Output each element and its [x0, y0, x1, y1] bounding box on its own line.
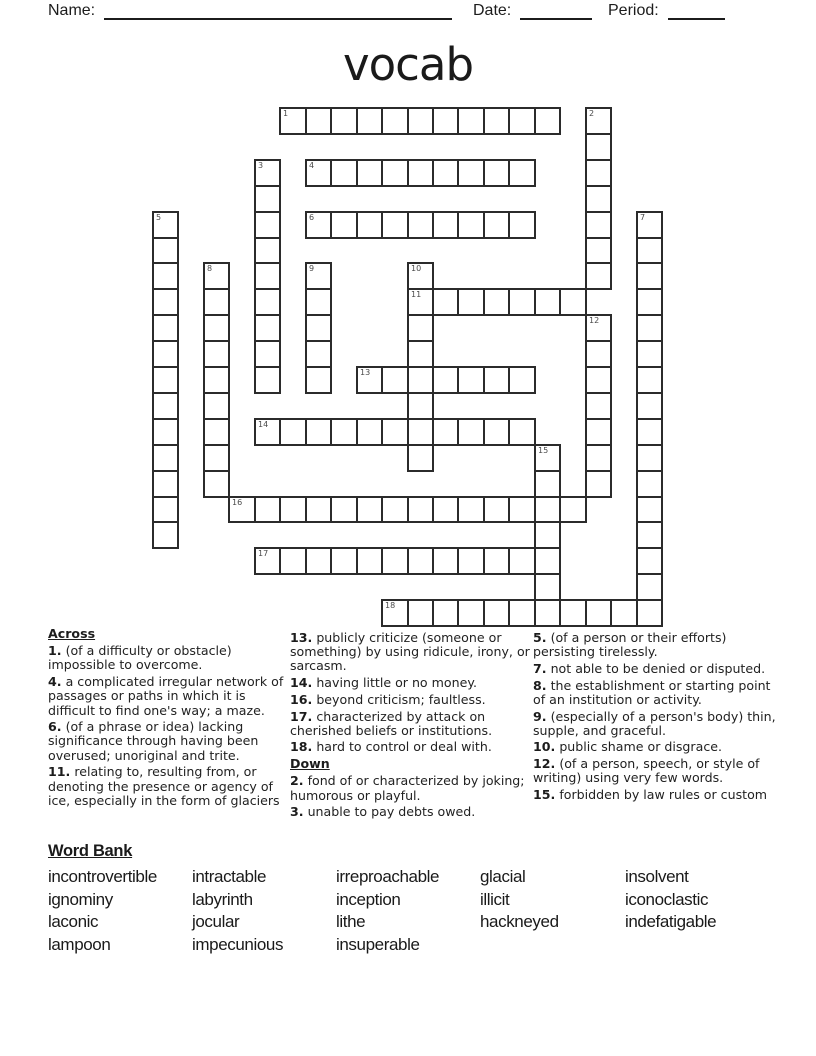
cell-number: 17 — [258, 549, 269, 558]
grid-cell[interactable] — [534, 444, 561, 472]
clue-number: 13. — [290, 630, 313, 645]
grid-cell[interactable] — [432, 599, 459, 627]
grid-cell[interactable] — [636, 573, 663, 601]
name-field-group — [48, 2, 452, 20]
grid-cell[interactable] — [407, 547, 434, 575]
grid-cell[interactable] — [432, 211, 459, 239]
grid-cell[interactable] — [254, 159, 281, 187]
grid-cell[interactable] — [534, 599, 561, 627]
grid-cell[interactable] — [356, 547, 383, 575]
grid-cell[interactable] — [483, 547, 510, 575]
clue-number: 1. — [48, 643, 62, 659]
word-bank-item: hackneyed — [480, 912, 559, 932]
grid-cell[interactable] — [305, 366, 332, 394]
grid-cell[interactable] — [305, 547, 332, 575]
grid-cell[interactable] — [457, 366, 485, 394]
grid-cell[interactable] — [381, 496, 409, 523]
grid-cell[interactable] — [152, 444, 179, 472]
clue-number: 16. — [290, 691, 313, 707]
grid-cell[interactable] — [152, 496, 179, 523]
grid-cell[interactable] — [457, 288, 485, 316]
grid-cell[interactable] — [330, 547, 358, 575]
grid-cell[interactable] — [254, 340, 281, 368]
grid-cell[interactable] — [279, 496, 307, 523]
grid-cell[interactable] — [330, 418, 358, 446]
grid-cell[interactable] — [203, 444, 230, 472]
grid-cell[interactable] — [381, 366, 409, 394]
down-heading: Down — [290, 756, 330, 772]
grid-cell[interactable] — [636, 366, 663, 394]
grid-cell[interactable] — [636, 392, 663, 420]
word-bank-item: lithe — [336, 912, 366, 932]
grid-cell[interactable] — [457, 211, 485, 239]
word-bank-item: illicit — [480, 889, 510, 909]
grid-cell[interactable] — [152, 237, 179, 264]
grid-cell[interactable] — [254, 418, 281, 446]
grid-cell[interactable] — [330, 107, 358, 135]
grid-cell[interactable] — [203, 288, 230, 316]
grid-cell[interactable] — [508, 496, 536, 523]
grid-cell[interactable] — [636, 444, 663, 472]
grid-cell[interactable] — [432, 366, 459, 394]
grid-cell[interactable] — [636, 211, 663, 239]
grid-cell[interactable] — [585, 185, 612, 213]
clue-across-6: 6. (of a phrase or idea) lacking significance through having been overused; unoriginal and trite. — [48, 719, 259, 763]
word-bank-item: impecunious — [192, 934, 284, 954]
grid-cell[interactable] — [585, 599, 612, 627]
grid-cell[interactable] — [636, 418, 663, 446]
grid-cell[interactable] — [279, 547, 307, 575]
grid-cell[interactable] — [152, 262, 179, 290]
grid-cell[interactable] — [534, 521, 561, 549]
grid-cell[interactable] — [254, 211, 281, 239]
grid-cell[interactable] — [305, 340, 332, 368]
grid-cell[interactable] — [407, 496, 434, 523]
word-bank-item: labyrinth — [192, 889, 253, 909]
grid-cell[interactable] — [636, 262, 663, 290]
grid-cell[interactable] — [381, 547, 409, 575]
grid-cell[interactable] — [254, 496, 281, 523]
grid-cell[interactable] — [152, 288, 179, 316]
grid-cell[interactable] — [534, 470, 561, 498]
cell-number: 2 — [589, 109, 595, 118]
grid-cell[interactable] — [534, 496, 561, 523]
grid-cell[interactable] — [585, 470, 612, 498]
grid-cell[interactable] — [305, 496, 332, 523]
clue-across-14: 14. having little or no money. — [290, 675, 478, 691]
word-bank-item: iconoclastic — [625, 889, 709, 909]
grid-cell[interactable] — [356, 159, 383, 187]
grid-cell[interactable] — [152, 314, 179, 342]
grid-cell[interactable] — [483, 159, 510, 187]
clue-number: 5. — [533, 630, 547, 645]
period-label: Period: — [608, 2, 659, 19]
grid-cell[interactable] — [254, 366, 281, 394]
clue-number: 9. — [533, 708, 547, 724]
word-bank-item: lampoon — [48, 934, 111, 954]
cell-number: 1 — [283, 109, 289, 118]
grid-cell[interactable] — [585, 211, 612, 239]
grid-cell[interactable] — [457, 107, 485, 135]
clue-down-12: 12. (of a person, speech, or style of writing) using very few words. — [533, 756, 760, 786]
grid-cell[interactable] — [508, 211, 536, 239]
grid-cell[interactable] — [381, 418, 409, 446]
grid-cell[interactable] — [585, 314, 612, 342]
grid-cell[interactable] — [381, 107, 409, 135]
grid-cell[interactable] — [610, 599, 638, 627]
cell-number: 8 — [207, 264, 213, 273]
grid-cell[interactable] — [457, 418, 485, 446]
grid-cell[interactable] — [152, 521, 179, 549]
grid-cell[interactable] — [636, 496, 663, 523]
clue-number: 7. — [533, 660, 547, 676]
cell-number: 5 — [156, 213, 162, 222]
grid-cell[interactable] — [585, 340, 612, 368]
grid-cell[interactable] — [585, 262, 612, 290]
grid-cell[interactable] — [508, 547, 536, 575]
clue-number: 8. — [533, 677, 547, 693]
grid-cell[interactable] — [585, 444, 612, 472]
grid-cell[interactable] — [330, 496, 358, 523]
grid-cell[interactable] — [152, 418, 179, 446]
grid-cell[interactable] — [228, 496, 256, 523]
word-bank-item: indefatigable — [625, 912, 717, 932]
word-bank-heading: Word Bank — [48, 842, 133, 860]
grid-cell[interactable] — [305, 288, 332, 316]
clue-number: 2. — [290, 773, 304, 789]
grid-cell[interactable] — [636, 470, 663, 498]
period-field-group — [608, 2, 725, 20]
clue-across-1: 1. (of a difficulty or obstacle) impossible to overcome. — [48, 643, 232, 673]
cell-number: 4 — [309, 161, 315, 170]
clue-across-13: 13. publicly criticize (someone or something) by using ridicule, irony, or sarcasm. — [290, 630, 530, 674]
grid-cell[interactable] — [203, 340, 230, 368]
grid-cell[interactable] — [407, 211, 434, 239]
grid-cell[interactable] — [203, 392, 230, 420]
clue-number: 6. — [48, 719, 62, 735]
grid-cell[interactable] — [356, 496, 383, 523]
grid-cell[interactable] — [407, 159, 434, 187]
clue-down-7: 7. not able to be denied or disputed. — [533, 660, 766, 676]
cell-number: 12 — [589, 316, 600, 325]
grid-cell[interactable] — [483, 107, 510, 135]
word-bank-item: inception — [336, 889, 401, 909]
grid-cell[interactable] — [279, 107, 307, 135]
clue-across-17: 17. characterized by attack on cherished beliefs or institutions. — [290, 708, 493, 738]
word-bank — [48, 842, 775, 956]
grid-cell[interactable] — [330, 159, 358, 187]
grid-cell[interactable] — [636, 521, 663, 549]
date-blank[interactable] — [520, 2, 592, 20]
word-bank-item: laconic — [48, 912, 99, 932]
grid-cell[interactable] — [585, 418, 612, 446]
grid-cell[interactable] — [508, 107, 536, 135]
grid-cell[interactable] — [407, 418, 434, 446]
grid-cell[interactable] — [483, 496, 510, 523]
clue-number: 12. — [533, 756, 556, 772]
cell-number: 14 — [258, 420, 269, 429]
page-title: vocab — [342, 38, 474, 91]
grid-cell[interactable] — [432, 107, 459, 135]
grid-cell[interactable] — [407, 262, 434, 290]
grid-cell[interactable] — [254, 288, 281, 316]
grid-cell[interactable] — [559, 599, 587, 627]
cell-number: 3 — [258, 161, 264, 170]
grid-cell[interactable] — [585, 107, 612, 135]
cell-number: 15 — [538, 446, 549, 455]
cell-number: 18 — [385, 601, 396, 610]
grid-cell[interactable] — [152, 340, 179, 368]
clue-across-16: 16. beyond criticism; faultless. — [290, 691, 486, 707]
grid-cell[interactable] — [508, 288, 536, 316]
grid-cell[interactable] — [585, 159, 612, 187]
date-label: Date: — [473, 2, 512, 19]
cell-number: 13 — [360, 368, 371, 377]
grid-cell[interactable] — [305, 107, 332, 135]
grid-cell[interactable] — [305, 211, 332, 239]
word-bank-item: insuperable — [336, 934, 420, 954]
word-bank-item: incontrovertible — [48, 867, 157, 886]
grid-cell[interactable] — [203, 366, 230, 394]
grid-cell[interactable] — [152, 392, 179, 420]
clue-down-2: 2. fond of or characterized by joking; humorous or playful. — [290, 773, 525, 803]
grid-cell[interactable] — [508, 599, 536, 627]
period-blank[interactable] — [668, 2, 725, 20]
word-bank-item: jocular — [192, 912, 240, 932]
grid-cell[interactable] — [483, 288, 510, 316]
grid-cell[interactable] — [330, 211, 358, 239]
grid-cell[interactable] — [254, 237, 281, 264]
grid-cell[interactable] — [305, 159, 332, 187]
cell-number: 6 — [309, 213, 315, 222]
grid-cell[interactable] — [534, 107, 561, 135]
clue-down-5: 5. (of a person or their efforts) persisting tirelessly. — [533, 630, 727, 660]
grid-cell[interactable] — [457, 159, 485, 187]
grid-cell[interactable] — [508, 418, 536, 446]
grid-cell[interactable] — [636, 547, 663, 575]
grid-cell[interactable] — [585, 237, 612, 264]
grid-cell[interactable] — [508, 159, 536, 187]
grid-cell[interactable] — [407, 392, 434, 420]
cell-number: 11 — [411, 290, 422, 299]
grid-cell[interactable] — [407, 340, 434, 368]
grid-cell[interactable] — [483, 366, 510, 394]
grid-cell[interactable] — [636, 288, 663, 316]
cell-number: 7 — [640, 213, 646, 222]
grid-cell[interactable] — [203, 262, 230, 290]
word-bank-item: ignominy — [48, 889, 113, 909]
grid-cell[interactable] — [381, 159, 409, 187]
grid-cell[interactable] — [457, 496, 485, 523]
cell-number: 10 — [411, 264, 422, 273]
grid-cell[interactable] — [559, 496, 587, 523]
date-field-group — [473, 2, 592, 20]
clue-column-3 — [533, 631, 781, 805]
across-heading: Across — [48, 626, 96, 641]
name-blank[interactable] — [104, 2, 452, 20]
grid-cell[interactable] — [636, 340, 663, 368]
grid-cell[interactable] — [559, 288, 587, 316]
grid-cell[interactable] — [457, 547, 485, 575]
grid-cell[interactable] — [407, 366, 434, 394]
word-bank-item: glacial — [480, 867, 526, 886]
grid-cell[interactable] — [407, 444, 434, 472]
grid-cell[interactable] — [254, 262, 281, 290]
grid-cell[interactable] — [254, 185, 281, 213]
grid-cell[interactable] — [534, 573, 561, 601]
word-bank-list — [48, 866, 775, 956]
grid-cell[interactable] — [381, 599, 409, 627]
grid-cell[interactable] — [585, 366, 612, 394]
grid-cell[interactable] — [203, 470, 230, 498]
grid-cell[interactable] — [356, 211, 383, 239]
grid-cell[interactable] — [508, 366, 536, 394]
grid-cell[interactable] — [407, 314, 434, 342]
grid-cell[interactable] — [305, 262, 332, 290]
clue-across-18: 18. hard to control or deal with. — [290, 739, 492, 755]
grid-cell[interactable] — [432, 418, 459, 446]
clue-number: 14. — [290, 675, 313, 691]
clue-column-2 — [290, 631, 530, 822]
cell-number: 16 — [232, 498, 243, 507]
clue-down-10: 10. public shame or disgrace. — [533, 739, 722, 755]
grid-cell[interactable] — [305, 418, 332, 446]
clue-number: 15. — [533, 787, 556, 803]
name-label: Name: — [48, 2, 96, 19]
grid-cell[interactable] — [279, 418, 307, 446]
clue-column-1 — [48, 627, 286, 810]
clue-down-15: 15. forbidden by law rules or custom — [533, 787, 768, 803]
clue-across-11: 11. relating to, resulting from, or denoting the presence or agency of ice, especially in the form of glaciers — [48, 764, 280, 808]
clue-down-8: 8. the establishment or starting point of an institution or activity. — [533, 677, 771, 707]
grid-cell[interactable] — [152, 470, 179, 498]
grid-cell[interactable] — [203, 314, 230, 342]
grid-cell[interactable] — [432, 288, 459, 316]
clue-number: 11. — [48, 764, 71, 780]
clue-down-9: 9. (especially of a person's body) thin, supple, and graceful. — [533, 708, 776, 738]
clue-down-3: 3. unable to pay debts owed. — [290, 804, 476, 820]
grid-cell[interactable] — [407, 288, 434, 316]
grid-cell[interactable] — [254, 547, 281, 575]
word-bank-item: insolvent — [625, 867, 689, 886]
grid-cell[interactable] — [483, 418, 510, 446]
clue-number: 10. — [533, 739, 556, 755]
grid-cell[interactable] — [356, 366, 383, 394]
grid-cell[interactable] — [432, 159, 459, 187]
crossword-grid — [152, 107, 666, 629]
grid-cell[interactable] — [407, 107, 434, 135]
grid-cell[interactable] — [305, 314, 332, 342]
grid-cell[interactable] — [203, 418, 230, 446]
cell-number: 9 — [309, 264, 315, 273]
grid-cell[interactable] — [636, 237, 663, 264]
grid-cell[interactable] — [432, 547, 459, 575]
grid-cell[interactable] — [534, 547, 561, 575]
grid-cell[interactable] — [534, 288, 561, 316]
grid-cell[interactable] — [585, 133, 612, 161]
grid-cell[interactable] — [483, 211, 510, 239]
grid-cell[interactable] — [254, 314, 281, 342]
grid-cell[interactable] — [636, 314, 663, 342]
clue-across-4: 4. a complicated irregular network of passages or paths in which it is difficult to find one's way; a maze. — [48, 674, 284, 718]
grid-cell[interactable] — [585, 392, 612, 420]
grid-cell[interactable] — [457, 599, 485, 627]
word-bank-item: irreproachable — [336, 867, 440, 886]
grid-cell[interactable] — [483, 599, 510, 627]
clue-number: 4. — [48, 674, 62, 690]
clue-number: 3. — [290, 804, 304, 820]
grid-cell[interactable] — [432, 496, 459, 523]
grid-cell[interactable] — [636, 599, 663, 627]
word-bank-item: intractable — [192, 867, 267, 886]
clue-number: 17. — [290, 708, 313, 724]
grid-cell[interactable] — [152, 211, 179, 239]
grid-cell[interactable] — [407, 599, 434, 627]
grid-cell[interactable] — [152, 366, 179, 394]
clue-number: 18. — [290, 739, 313, 755]
grid-cell[interactable] — [356, 107, 383, 135]
grid-cell[interactable] — [356, 418, 383, 446]
grid-cell[interactable] — [381, 211, 409, 239]
